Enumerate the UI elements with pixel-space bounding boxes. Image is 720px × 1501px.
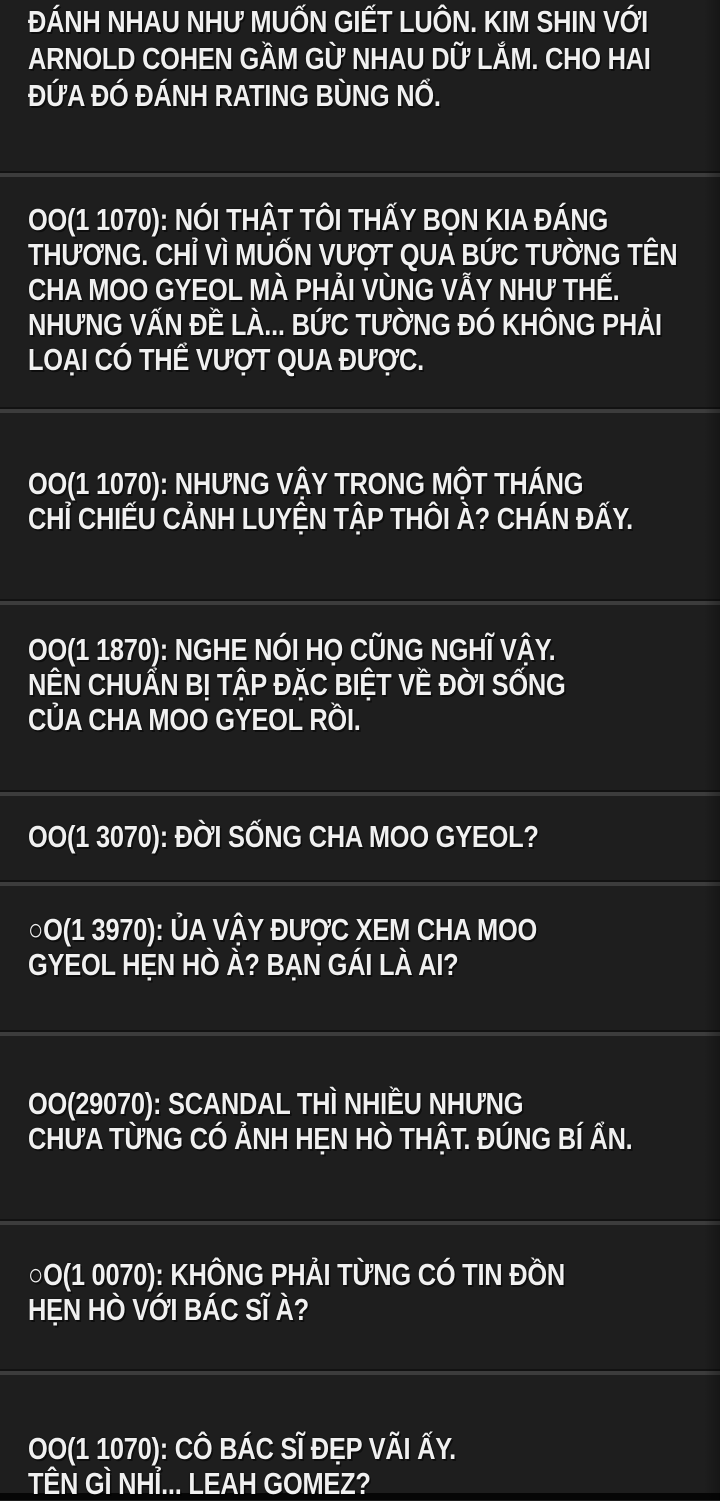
comment-block bbox=[0, 1375, 720, 1501]
comment-block bbox=[0, 177, 720, 407]
comment-line: CHỈ CHIẾU CẢNH LUYỆN TẬP THÔI À? CHÁN ĐẤY. bbox=[28, 501, 633, 536]
comment-block bbox=[0, 796, 720, 880]
comment-line: CHA MOO GYEOL MÀ PHẢI VÙNG VẪY NHƯ THẾ. bbox=[28, 272, 620, 307]
comment-line: OO(1 1070): NÓI THẬT TÔI THẤY BỌN KIA ĐÁNG bbox=[28, 202, 609, 237]
comment-line: OO(29070): SCANDAL THÌ NHIỀU NHƯNG bbox=[28, 1086, 524, 1121]
comment-line: OO(1 1070): CÔ BÁC SĨ ĐẸP VÃI ẤY. bbox=[28, 1431, 456, 1466]
comment-line: ĐÁNH NHAU NHƯ MUỐN GIẾT LUÔN. KIM SHIN VỚI bbox=[28, 4, 648, 39]
comment-block bbox=[0, 1225, 720, 1369]
comment-line: THƯƠNG. CHỈ VÌ MUỐN VƯỢT QUA BỨC TƯỜNG TÊN bbox=[28, 237, 678, 272]
comment-line: OO(1 1070): NHƯNG VẬY TRONG MỘT THÁNG bbox=[28, 466, 584, 501]
comment-block bbox=[0, 605, 720, 790]
comment-line: ○O(1 0070): KHÔNG PHẢI TỪNG CÓ TIN ĐỒN bbox=[28, 1257, 565, 1292]
comment-line: ARNOLD COHEN GẦM GỪ NHAU DỮ LẮM. CHO HAI bbox=[28, 41, 651, 76]
comment-line: ○O(1 3970): ỦA VẬY ĐƯỢC XEM CHA MOO bbox=[28, 912, 538, 947]
comment-line: ĐỨA ĐÓ ĐÁNH RATING BÙNG NỔ. bbox=[28, 78, 441, 113]
comment-line: CHƯA TỪNG CÓ ẢNH HẸN HÒ THẬT. ĐÚNG BÍ ẨN. bbox=[28, 1121, 633, 1156]
comment-line: NÊN CHUẨN BỊ TẬP ĐẶC BIỆT VỀ ĐỜI SỐNG bbox=[28, 667, 566, 702]
comment-block bbox=[0, 0, 720, 171]
comment-block bbox=[0, 1036, 720, 1219]
comment-line: LOẠI CÓ THỂ VƯỢT QUA ĐƯỢC. bbox=[28, 342, 424, 377]
comment-block bbox=[0, 886, 720, 1030]
comment-line: NHƯNG VẤN ĐỀ LÀ... BỨC TƯỜNG ĐÓ KHÔNG PHẢI bbox=[28, 307, 662, 342]
comment-line: HẸN HÒ VỚI BÁC SĨ À? bbox=[28, 1292, 309, 1327]
comment-block bbox=[0, 413, 720, 599]
comment-line: OO(1 1870): NGHE NÓI HỌ CŨNG NGHĨ VẬY. bbox=[28, 632, 556, 667]
comment-line: OO(1 3070): ĐỜI SỐNG CHA MOO GYEOL? bbox=[28, 819, 539, 854]
comment-line: CỦA CHA MOO GYEOL RỒI. bbox=[28, 702, 361, 737]
comment-line: TÊN GÌ NHỈ... LEAH GOMEZ? bbox=[28, 1466, 371, 1501]
comment-line: GYEOL HẸN HÒ À? BẠN GÁI LÀ AI? bbox=[28, 947, 459, 982]
